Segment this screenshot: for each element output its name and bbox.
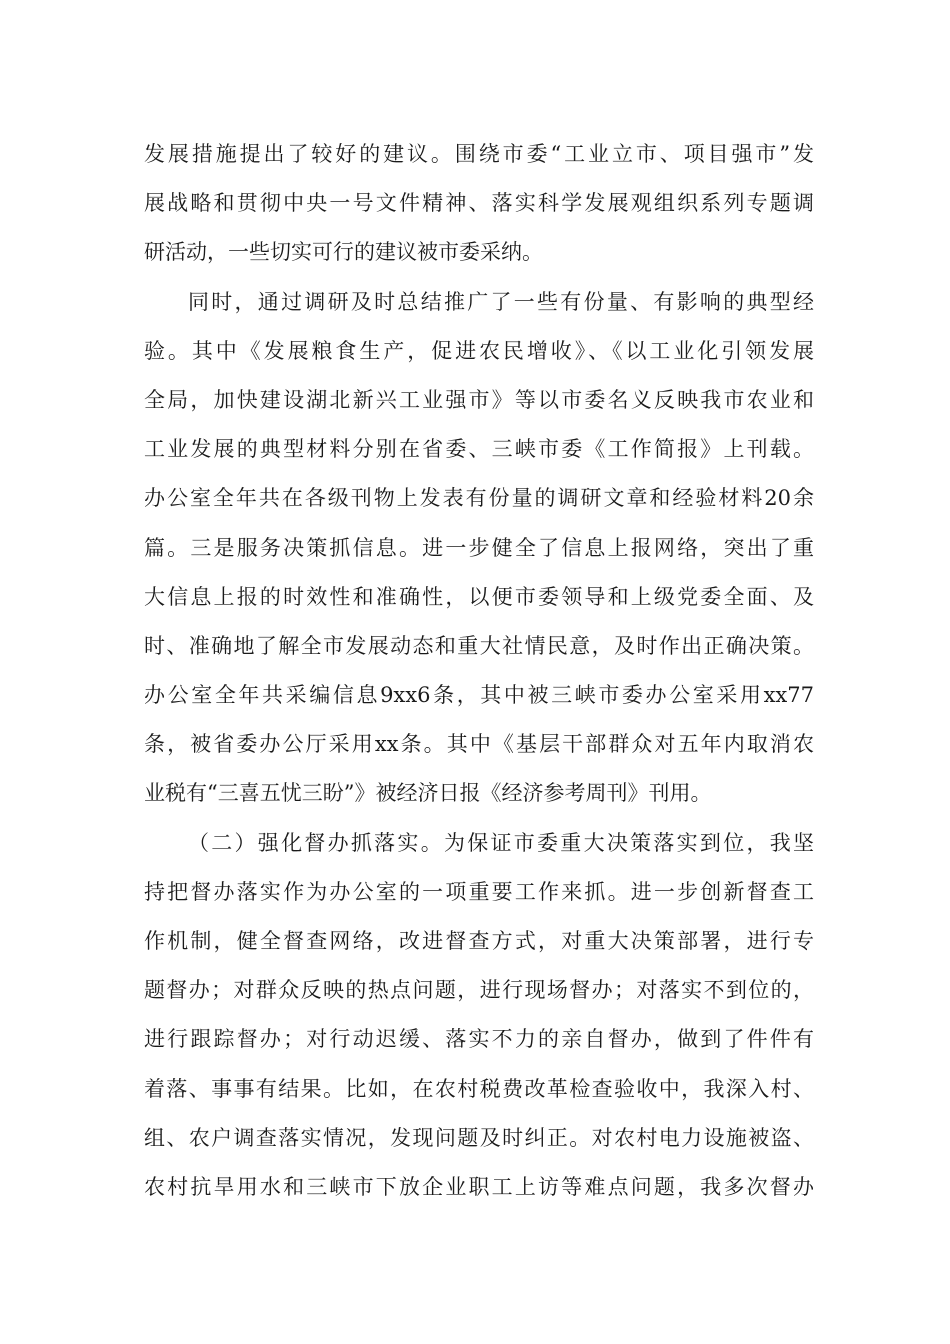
text-line: 办公室全年共采编信息9xx6条，其中被三峡市委办公室采用xx77	[144, 683, 814, 708]
text-line: 时、准确地了解全市发展动态和重大社情民意，及时作出正确决策。	[144, 633, 814, 658]
text-line: 篇。三是服务决策抓信息。进一步健全了信息上报网络，突出了重	[144, 535, 814, 560]
text-line: 农村抗旱用水和三峡市下放企业职工上访等难点问题，我多次督办	[144, 1174, 814, 1199]
paragraph-start-line: （二）强化督办抓落实。为保证市委重大决策落实到位，我坚	[188, 830, 814, 855]
text-line: 作机制，健全督查网络，改进督查方式，对重大决策部署，进行专	[144, 929, 814, 953]
text-line: 发展措施提出了较好的建议。围绕市委“工业立市、项目强市”发	[144, 142, 814, 166]
text-line: 着落、事事有结果。比如，在农村税费改革检查验收中，我深入村、	[144, 1076, 814, 1101]
text-line: 办公室全年共在各级刊物上发表有份量的调研文章和经验材料20余	[144, 486, 814, 511]
text-line: 验。其中《发展粮食生产，促进农民增收》、《以工业化引领发展	[144, 338, 814, 363]
text-line: 进行跟踪督办；对行动迟缓、落实不力的亲自督办，做到了件件有	[144, 1027, 814, 1052]
text-line: 条，被省委办公厅采用xx条。其中《基层干部群众对五年内取消农	[144, 732, 814, 757]
text-line: 展战略和贯彻中央一号文件精神、落实科学发展观组织系列专题调	[144, 191, 814, 216]
paragraph-start-line: 同时，通过调研及时总结推广了一些有份量、有影响的典型经	[188, 289, 814, 314]
text-line: 题督办；对群众反映的热点问题，进行现场督办；对落实不到位的，	[144, 978, 814, 1003]
text-line: 全局，加快建设湖北新兴工业强市》等以市委名义反映我市农业和	[144, 387, 814, 412]
text-line: 业税有“三喜五忧三盼”》被经济日报《经济参考周刊》刊用。	[144, 781, 712, 806]
text-line: 大信息上报的时效性和准确性，以便市委领导和上级党委全面、及	[144, 584, 814, 609]
text-line: 工业发展的典型材料分别在省委、三峡市委《工作简报》上刊载。	[144, 437, 814, 462]
text-line: 研活动，一些切实可行的建议被市委采纳。	[144, 240, 543, 265]
document-body	[144, 130, 814, 1212]
text-line: 组、农户调查落实情况，发现问题及时纠正。对农村电力设施被盗、	[144, 1125, 814, 1150]
text-line: 持把督办落实作为办公室的一项重要工作来抓。进一步创新督查工	[144, 879, 814, 904]
